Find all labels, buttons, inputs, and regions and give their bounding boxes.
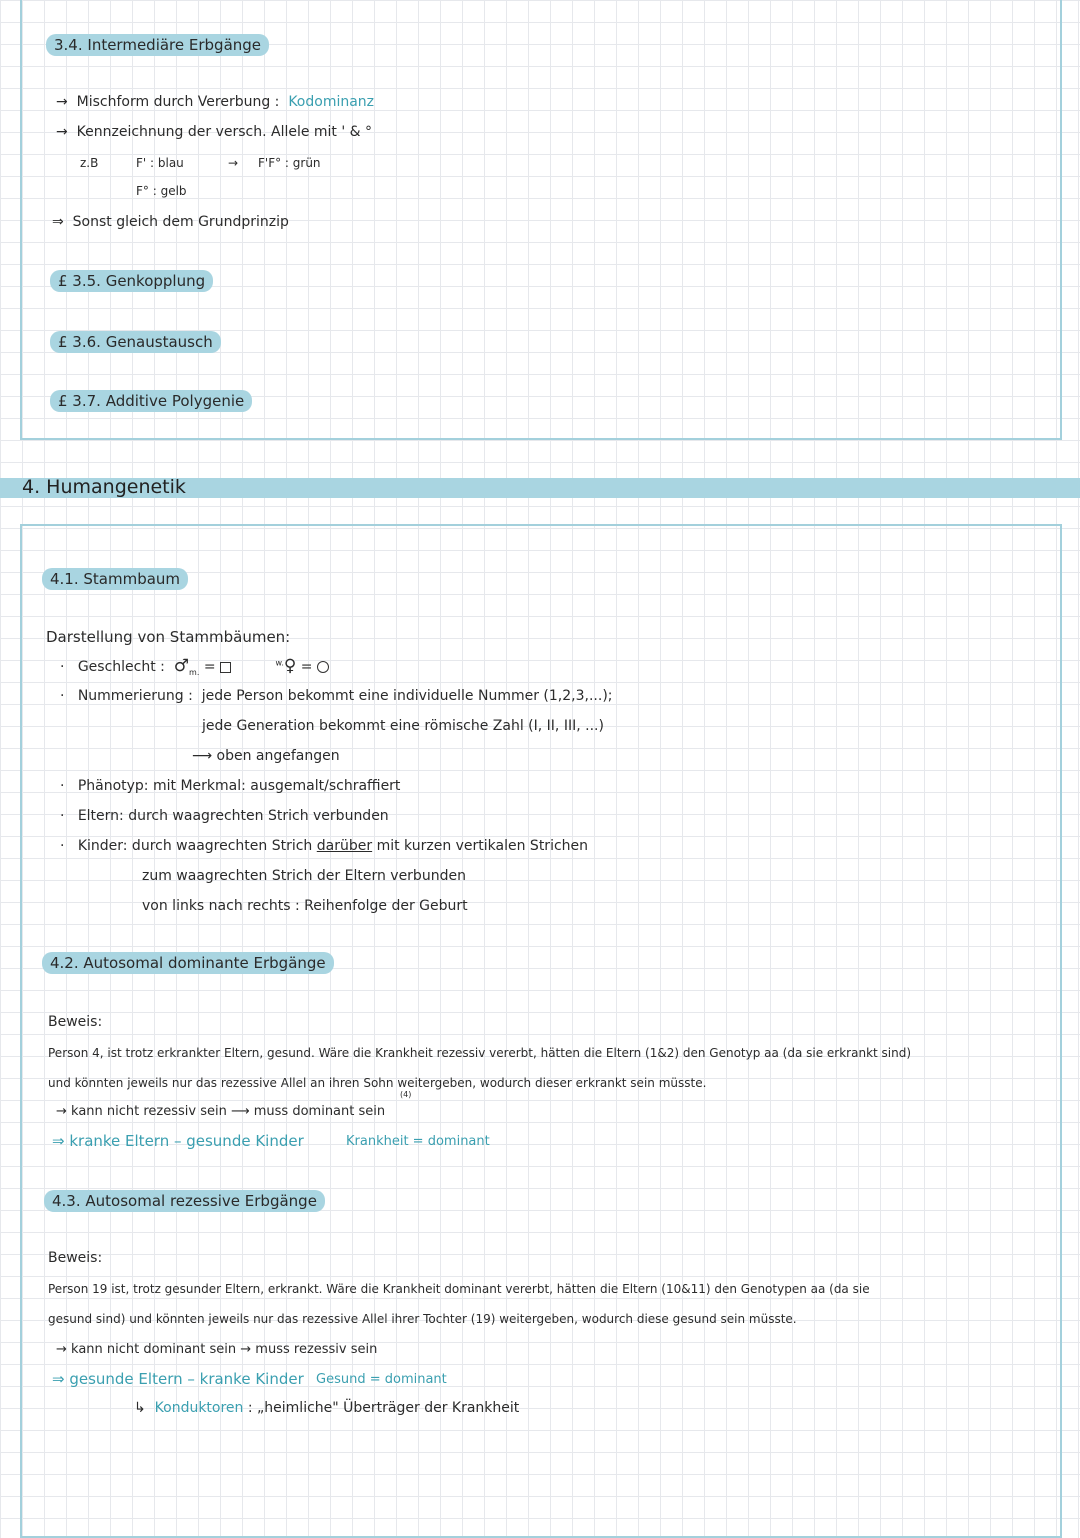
heading-4-1: 4.1. Stammbaum xyxy=(42,568,188,590)
geschlecht-line: · Geschlecht : $♂_{m.}$ = $^{w.}$♀ = xyxy=(60,656,329,677)
heading-3-5: £ 3.5. Genkopplung xyxy=(50,270,213,292)
line-kennzeichnung: → Kennzeichnung der versch. Allele mit ' & ° xyxy=(56,124,373,140)
line-mischform: → Mischform durch Vererbung : Kodominanz xyxy=(56,94,375,110)
conclusion-4-2-rule: Krankheit = dominant xyxy=(346,1134,490,1149)
square-icon xyxy=(220,662,231,673)
nummerierung-line: · Nummerierung : jede Person bekommt eine individuelle Nummer (1,2,3,...); xyxy=(60,688,613,704)
example-arrow: → xyxy=(228,156,239,170)
bullet: · xyxy=(60,808,65,824)
example-allele-2: F° : gelb xyxy=(136,184,187,198)
kinder-line-3: von links nach rechts : Reihenfolge der Geburt xyxy=(142,898,468,914)
nummerierung-line-2: jede Generation bekommt eine römische Zahl (I, II, III, ...) xyxy=(202,718,604,734)
heading-4-2: 4.2. Autosomal dominante Erbgänge xyxy=(42,952,334,974)
konduktoren-term: Konduktoren xyxy=(154,1400,244,1416)
male-tag: m. xyxy=(189,667,200,677)
male-icon: ♂ xyxy=(173,656,190,676)
return-arrow-icon: ↳ xyxy=(134,1400,146,1416)
kodominanz-term: Kodominanz xyxy=(288,94,375,110)
nummerierung-line-3: ⟶ oben angefangen xyxy=(192,748,340,764)
sohn-index: (4) xyxy=(400,1090,412,1099)
conclusion-4-2: ⇒ kranke Eltern – gesunde Kinder xyxy=(52,1132,304,1150)
bullet: · xyxy=(60,688,65,704)
kinder-line-2: zum waagrechten Strich der Eltern verbunden xyxy=(142,868,466,884)
beweis-label-4-2: Beweis: xyxy=(48,1014,103,1030)
eltern-line: · Eltern: durch waagrechten Strich verbunden xyxy=(60,808,389,824)
beweis-4-3-p1: Person 19 ist, trotz gesunder Eltern, erkrankt. Wäre die Krankheit dominant vererbt, hätten die Eltern (10&11) den Genotypen aa (da sie xyxy=(48,1282,870,1296)
example-result: F'F° : grün xyxy=(258,156,321,170)
konduktoren-line: ↳ Konduktoren : „heimliche" Überträger der Krankheit xyxy=(134,1400,520,1416)
section-4-title: 4. Humangenetik xyxy=(22,476,186,498)
bullet: · xyxy=(60,659,65,675)
beweis-4-3-p2: gesund sind) und könnten jeweils nur das rezessive Allel ihrer Tochter (19) weitergeben, wodurch diese gesund sein müsste. xyxy=(48,1312,797,1326)
conclusion-grundprinzip: ⇒ Sonst gleich dem Grundprinzip xyxy=(52,214,289,230)
beweis-4-2-p1: Person 4, ist trotz erkrankter Eltern, gesund. Wäre die Krankheit rezessiv vererbt, hätten die Eltern (1&2) den Genotyp aa (da sie erkrankt sind) xyxy=(48,1046,912,1060)
beweis-4-3-l3: → kann nicht dominant sein → muss rezessiv sein xyxy=(56,1342,378,1357)
phaenotyp-line: · Phänotyp: mit Merkmal: ausgemalt/schraffiert xyxy=(60,778,401,794)
example-allele-1: F' : blau xyxy=(136,156,184,170)
heading-4-3: 4.3. Autosomal rezessive Erbgänge xyxy=(44,1190,325,1212)
example-label: z.B xyxy=(80,156,99,170)
conclusion-4-3-rule: Gesund = dominant xyxy=(316,1372,447,1387)
heading-3-6: £ 3.6. Genaustausch xyxy=(50,331,221,353)
bullet: · xyxy=(60,838,65,854)
female-tag: w. xyxy=(275,658,284,668)
heading-3-7: £ 3.7. Additive Polygenie xyxy=(50,390,252,412)
bullet: · xyxy=(60,778,65,794)
beweis-4-2-p2: und könnten jeweils nur das rezessive Allel an ihren Sohn weitergeben, wodurch dieser erkrankt sein müsste. (4) xyxy=(48,1076,707,1099)
beweis-4-2-l3: → kann nicht rezessiv sein ⟶ muss dominant sein xyxy=(56,1104,386,1119)
female-icon: ♀ xyxy=(283,656,297,676)
circle-icon xyxy=(317,661,329,673)
arrow-icon: → xyxy=(56,94,68,110)
implies-icon: ⇒ xyxy=(52,214,64,230)
stammbaum-intro: Darstellung von Stammbäumen: xyxy=(46,628,291,646)
kinder-line-1: · Kinder: durch waagrechten Strich darüber mit kurzen vertikalen Strichen xyxy=(60,838,589,854)
heading-3-4: 3.4. Intermediäre Erbgänge xyxy=(46,34,269,56)
beweis-label-4-3: Beweis: xyxy=(48,1250,103,1266)
arrow-icon: → xyxy=(56,124,68,140)
conclusion-4-3: ⇒ gesunde Eltern – kranke Kinder xyxy=(52,1370,304,1388)
